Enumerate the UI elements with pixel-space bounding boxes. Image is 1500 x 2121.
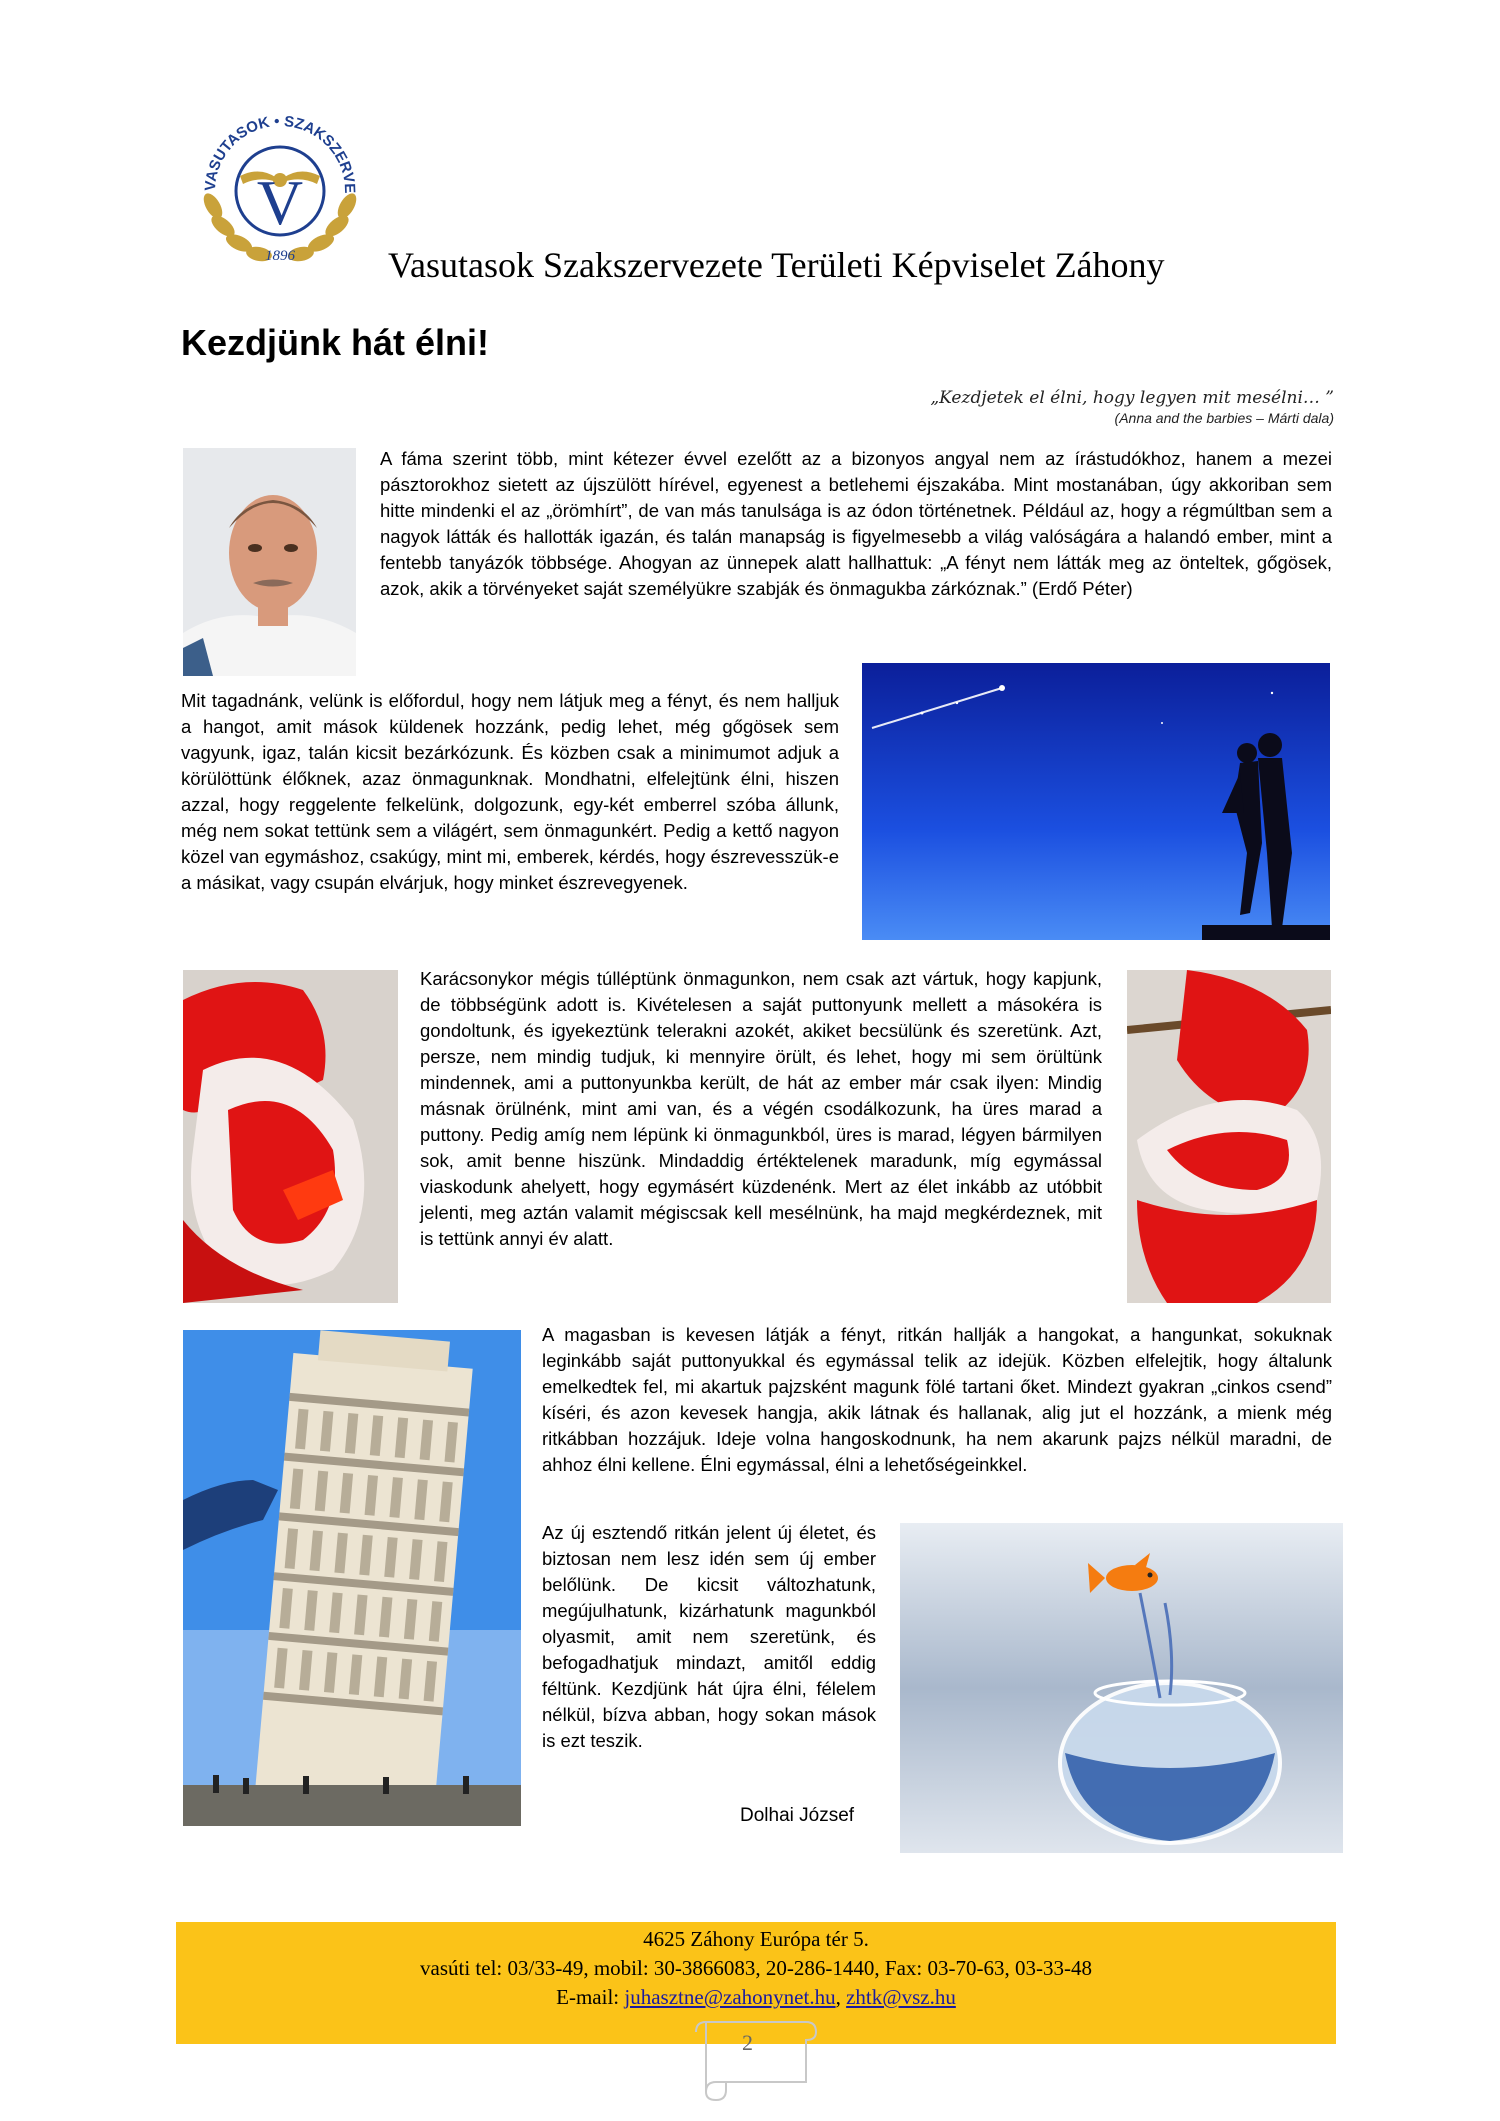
svg-text:V: V <box>256 167 304 238</box>
article-paragraph: Mit tagadnánk, velünk is előfordul, hogy nem látjuk meg a fényt, és nem halljuk a hangot, amit mások küldenek hozzánk, pedig lehet, még gőgösek sem vagyunk, igaz, talán kicsit bezárkózunk. És közben csak a minimumot adjuk a körülöttünk élőknek, azaz önmagunknak. Mondhatni, elfelejtünk élni, hiszen azzal, hogy reggelente felkelünk, dolgozunk, egy-két emberrel szóba állunk, még nem sokat tettünk sem a világért, sem önmagunkért. Pedig a kettő nagyon közel van egymáshoz, csakúgy, mint mi, emberek, kérdés, hogy észrevesszük-e a másikat, vagy csupán elvárjuk, hogy minket észrevegyenek. <box>181 690 839 893</box>
article-paragraph: Karácsonykor mégis túlléptünk önmagunkon, nem csak azt vártuk, hogy kapjunk, de többségünk adott is. Kivételesen a saját puttonyunk mellett a másokéra is gondoltunk, és igyekeztünk telerakni azokét, akiket becsülünk és szeretünk. Azt, persze, nem mindig tudjuk, ki mennyire örült, és lehet, hogy mi sem örültünk mindennek, ami a puttonyunkba került, de hát az ember már csak ilyen: Mindig másnak örülnénk, mint ami van, és a végén csodálkozunk, ha üres marad a puttony. Pedig amíg nem lépünk ki önmagunkból, üres is marad, légyen bármilyen sok, amit benne hiszünk. Mindaddig értéktelenek maradunk, míg egymással viaskodunk ahelyett, hogy egymásért küzdenénk. Mert az élet inkább az utóbbit jelenti, meg aztán valamit mégiscsak kell mesélnünk, ha majd megkérdeznek, mit is tettünk annyi év alatt. <box>420 968 1102 1249</box>
organization-title: Vasutasok Szakszervezete Területi Képviselet Záhony <box>388 245 1165 285</box>
motto <box>930 388 1334 426</box>
red-stocking-photo <box>1127 970 1331 1303</box>
scroll-icon <box>688 2010 822 2102</box>
footer-phones: vasúti tel: 03/33-49, mobil: 30-3866083, 20-286-1440, Fax: 03-70-63, 03-33-48 <box>420 1956 1092 1980</box>
author-photo <box>183 448 356 676</box>
author-signature: Dolhai József <box>740 1805 855 1826</box>
motto-source: (Anna and the barbies – Márti dala) <box>1114 410 1334 426</box>
couple-night-sky-photo <box>862 663 1330 940</box>
page-number: 2 <box>742 2030 753 2055</box>
red-stocking-photo <box>183 970 398 1303</box>
article-paragraph: A fáma szerint több, mint kétezer évvel ezelőtt az a bizonyos angyal nem az írástudókhoz, hanem a mezei pásztorokhoz sietett az újszülött hírével, egyenest a betlehemi éjszakába. Mint mostanában, úgy akkoriban sem hitte mindenki el az „örömhírt”, de van más tanulsága is az ódon történetnek. Például az, hogy a régmúltban sem a nagyok látták és hallották igazán, és talán manapság is figyelmesebb a világ valóságára a halandó ember, mint a fentebb tanyázók többsége. Ahogyan az ünnepek alatt hallhattuk: „A fényt nem látták meg az önteltek, gőgösek, azok, akik a törvényeket saját személyükre szabják és önmagukba zárkóznak.” (Erdő Péter) <box>380 448 1332 599</box>
union-logo <box>185 96 375 276</box>
email-link-juhasztne[interactable]: juhasztne@zahonynet.hu <box>624 1985 836 2009</box>
goldfish-jumping-photo <box>900 1523 1343 1853</box>
email-label: E-mail: <box>556 1985 620 2009</box>
article-paragraph: A magasban is kevesen látják a fényt, ritkán hallják a hangokat, a hangunkat, sokuknak leginkább saját puttonyukkal és egymással telik az idejük. Közben elfelejtik, hogy általunk emelkedtek fel, mi akartuk pajzsként magunk fölé tartani őket. Mindezt gyakran „cinkos csend” kíséri, és azon kevesek hangja, akik látnak és hallanak, alig jut el hozzánk, a mienk még ritkábban hozzájuk. Ideje volna hangoskodnunk, ha nem akarunk pajzs nélkül maradni, de ahhoz élni kellene. Élni egymással, élni a lehetőségeinkkel. <box>542 1324 1332 1475</box>
motto-quote: „Kezdjetek el élni, hogy legyen mit mesélni… ” <box>930 388 1334 408</box>
email-link-zhtk[interactable]: zhtk@vsz.hu <box>846 1985 956 2009</box>
footer-email-line: E-mail: juhasztne@zahonynet.hu, zhtk@vsz.hu <box>556 1985 956 2009</box>
footer-address: 4625 Záhony Európa tér 5. <box>643 1927 869 1951</box>
svg-text:VASUTASOK • SZAKSZERVEZETE: VASUTASOK • SZAKSZERVE <box>201 112 359 194</box>
article-title: Kezdjünk hát élni! <box>181 322 490 363</box>
article-paragraph: Az új esztendő ritkán jelent új életet, és biztosan nem lesz idén sem új ember belőlünk. De kicsit változhatunk, megújulhatunk, kizárhatunk magunkból olyasmit, amit nem szeretünk, és befogadhatjuk mindazt, amitől eddig féltünk. Kezdjünk hát újra élni, félelem nélkül, bízva abban, hogy sokan mások is ezt teszik. <box>542 1522 876 1751</box>
leaning-tower-photo <box>183 1330 521 1826</box>
svg-text:1896: 1896 <box>265 248 295 264</box>
